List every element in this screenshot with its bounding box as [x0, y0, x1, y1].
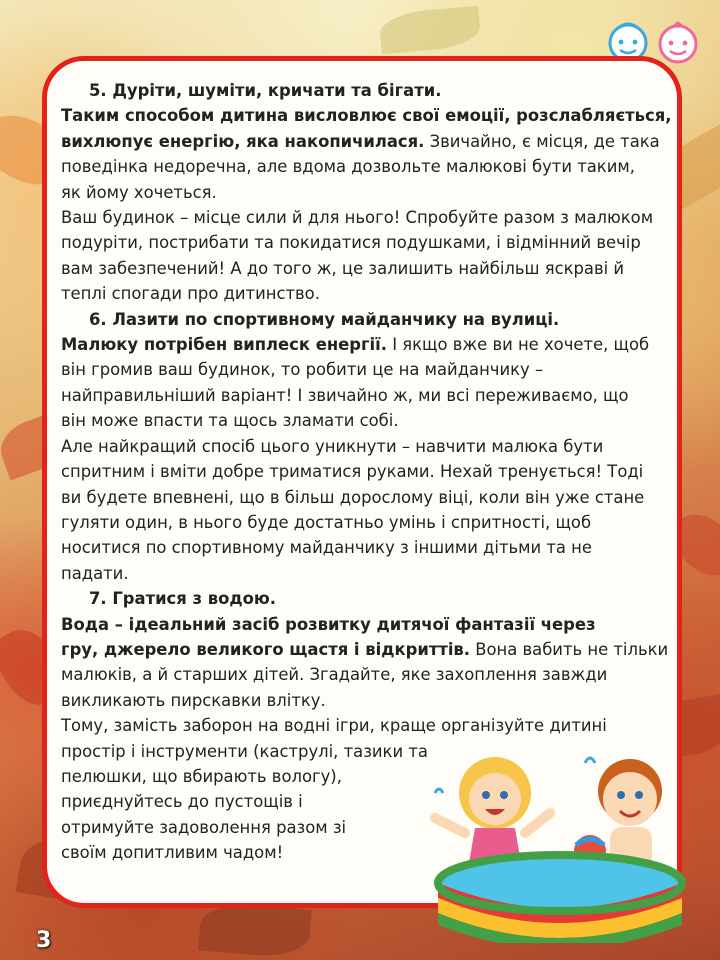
regular-text: носитися по спортивному майданчику з іншими дітьми та не	[61, 538, 592, 558]
regular-text: він громив ваш будинок, то робити це на майданчику –	[61, 360, 544, 380]
paragraph-line	[61, 383, 681, 408]
section-heading: 5. Дуріти, шуміти, кричати та бігати.	[89, 81, 442, 100]
paragraph-line	[61, 357, 681, 382]
regular-text: І якщо вже ви не хочете, щоб	[387, 335, 650, 355]
paragraph-line	[61, 129, 681, 154]
section-heading: 7. Гратися з водою.	[89, 589, 277, 609]
kids-in-pool-illustration	[425, 733, 695, 943]
paragraph-line	[61, 180, 681, 205]
regular-text: отримуйте задоволення разом зі	[61, 817, 347, 837]
regular-text: спритним і вміти добре триматися руками. Нехай тренується! Тоді	[61, 462, 644, 482]
paragraph-line	[61, 256, 681, 281]
regular-text: теплі спогади про дитинство.	[61, 284, 320, 304]
bold-text: гру, джерело великого щастя і відкриттів.	[61, 639, 471, 659]
regular-text: своїм допитливим чадом!	[61, 843, 284, 863]
regular-text: викликають пирскавки влітку.	[61, 690, 326, 710]
regular-text: Вона вабить не тільки	[470, 639, 669, 659]
paragraph-line	[61, 103, 681, 128]
bold-text: вихлюпує енергію, яка накопичилася.	[61, 131, 425, 151]
paragraph-line	[61, 510, 681, 535]
regular-text: як йому хочеться.	[61, 182, 217, 202]
regular-text: падати.	[61, 563, 129, 583]
paragraph-line	[61, 459, 681, 484]
paragraph-line	[61, 535, 681, 560]
section-heading: 6. Лазити по спортивному майданчику на вулиці.	[89, 309, 560, 329]
paragraph-line	[61, 408, 681, 433]
paragraph-line	[61, 154, 681, 179]
regular-text: Ваш будинок – місце сили й для нього! Спробуйте разом з малюком	[61, 208, 654, 228]
paragraph-line	[61, 434, 681, 459]
paragraph-line	[61, 205, 681, 230]
paragraph-line	[61, 561, 681, 586]
regular-text: простір і інструменти (каструлі, тазики та	[61, 741, 428, 761]
bold-text: Вода – ідеальний засіб розвитку дитячої фантазії через	[61, 614, 596, 634]
regular-text: поведінка недоречна, але вдома дозвольте малюкові бути таким,	[61, 157, 635, 177]
regular-text: гуляти один, в нього буде достатньо умінь і спритності, щоб	[61, 512, 592, 532]
bold-text: Малюку потрібен виплеск енергії.	[61, 335, 388, 355]
regular-text: Звичайно, є місця, де така	[424, 131, 660, 151]
regular-text: приєднуйтесь до пустощів і	[61, 792, 303, 812]
bold-text: Таким способом дитина висловлює свої емоції, розслабляється,	[61, 106, 672, 126]
paragraph-line	[61, 662, 681, 687]
page-number: 3	[36, 928, 52, 953]
paragraph-line	[61, 688, 681, 713]
regular-text: він може впасти та щось зламати собі.	[61, 411, 399, 431]
paragraph-line	[61, 612, 681, 637]
regular-text: найправильніший варіант! І звичайно ж, ми всі переживаємо, що	[61, 385, 629, 405]
paragraph-line	[61, 637, 681, 662]
regular-text: малюків, а й старших дітей. Згадайте, яке захоплення завжди	[61, 665, 608, 685]
regular-text: Тому, замість заборон на водні ігри, краще організуйте дитині	[61, 716, 607, 736]
regular-text: подуріти, пострибати та покидатися подушками, і відмінний вечір	[61, 233, 641, 253]
paragraph-line	[61, 230, 681, 255]
regular-text: Але найкращий спосіб цього уникнути – навчити малюка бути	[61, 436, 604, 456]
regular-text: ви будете впевнені, що в більш дорослому віці, коли він уже стане	[61, 487, 645, 507]
paragraph-line	[61, 485, 681, 510]
paragraph-line	[61, 332, 681, 357]
regular-text: вам забезпечений! А до того ж, це залишить найбільш яскраві й	[61, 258, 625, 278]
paragraph-line	[61, 281, 681, 306]
regular-text: пелюшки, що вбирають вологу),	[61, 766, 342, 786]
